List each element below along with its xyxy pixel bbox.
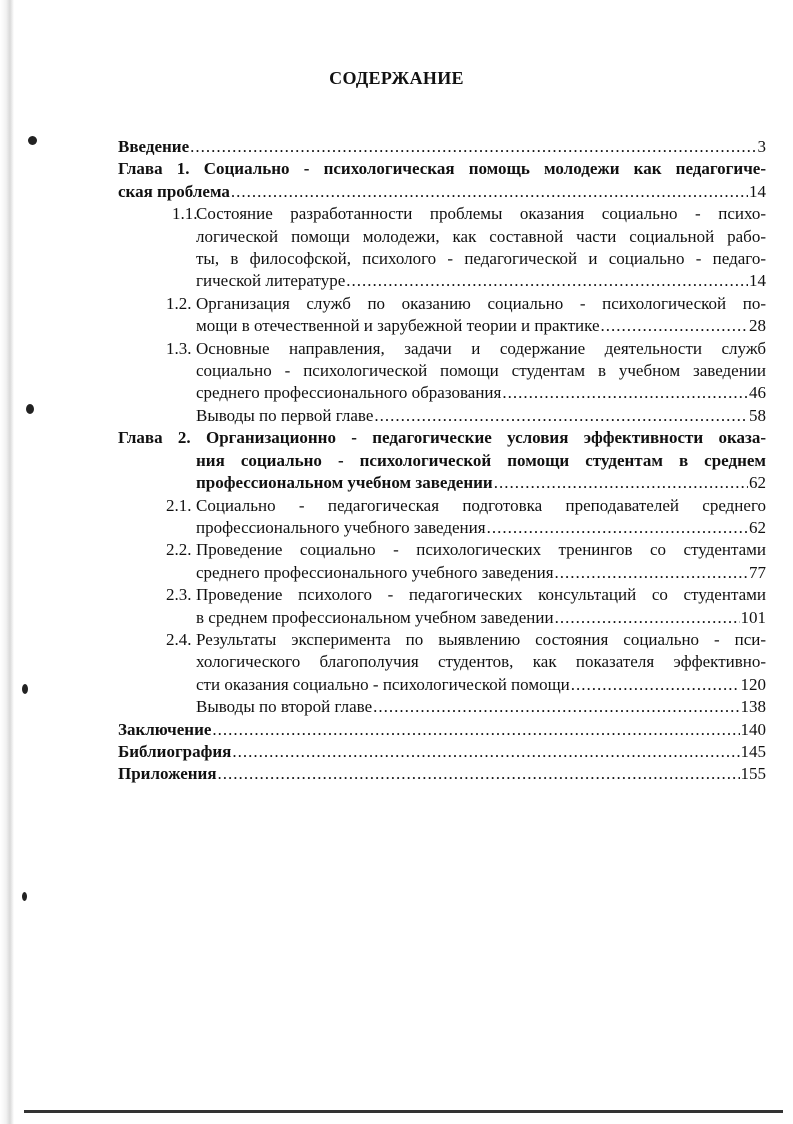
leader-dots xyxy=(502,382,748,404)
leader-dots xyxy=(231,181,748,203)
section-number: 1.3. xyxy=(166,338,192,358)
toc-entry-intro[interactable] xyxy=(118,136,766,158)
page-bottom-rule xyxy=(24,1110,783,1113)
toc-entry-title-line: Проведение психолого - педагогических консультаций со студентами xyxy=(196,585,766,605)
toc-entry-appendices[interactable] xyxy=(118,763,766,785)
page-number: 58 xyxy=(749,405,766,425)
leader-dots xyxy=(232,741,739,763)
page-title: СОДЕРЖАНИЕ xyxy=(329,68,464,88)
page-number: 3 xyxy=(757,137,766,156)
page-number: 28 xyxy=(749,316,766,336)
page-number: 140 xyxy=(740,719,766,739)
leader-dots xyxy=(571,674,740,696)
page-number: 14 xyxy=(749,271,766,291)
toc-entry-title: Библиография xyxy=(118,741,232,761)
section-number: 2.2. xyxy=(166,540,192,560)
leader-dots xyxy=(212,719,739,741)
toc-entry-section-1-2[interactable] xyxy=(118,293,766,338)
toc-entry-title-line: среднего профессионального учебного заведения xyxy=(196,562,554,582)
toc-entry-title-line: Глава 1. Социально - психологическая помощь молодежи как педагогиче- xyxy=(118,159,766,179)
toc-entry-section-2-4[interactable] xyxy=(118,629,766,696)
table-of-contents xyxy=(118,136,766,786)
toc-entry-section-1-1[interactable] xyxy=(118,203,766,293)
toc-entry-bibliography[interactable] xyxy=(118,741,766,763)
page-number: 101 xyxy=(740,607,766,627)
toc-entry-chapter-1[interactable] xyxy=(118,158,766,203)
section-number: 1.1. xyxy=(172,204,198,224)
page-number: 155 xyxy=(740,764,766,784)
toc-entry-title-line: Основные направления, задачи и содержание деятельности служб xyxy=(196,338,766,358)
leader-dots xyxy=(218,763,740,785)
toc-entry-title-line: Глава 2. Организационно - педагогические условия эффективности оказа- xyxy=(118,428,766,448)
toc-entry-conclusion[interactable] xyxy=(118,719,766,741)
section-number: 2.3. xyxy=(166,585,192,605)
page-number: 14 xyxy=(749,181,766,201)
scan-artifact xyxy=(22,892,27,901)
toc-entry-title: Приложения xyxy=(118,764,217,784)
toc-entry-title: Выводы по второй главе xyxy=(196,697,373,717)
section-number: 1.2. xyxy=(166,293,192,313)
toc-entry-title-line: Результаты эксперимента по выявлению состояния социально - пси- xyxy=(196,629,766,649)
toc-entry-title-line: сти оказания социально - психологической помощи xyxy=(196,674,570,694)
scan-artifact xyxy=(22,684,28,694)
toc-entry-title: Заключение xyxy=(118,719,212,739)
toc-entry-chapter-2-conclusions[interactable] xyxy=(118,696,766,718)
toc-entry-section-2-2[interactable] xyxy=(118,539,766,584)
toc-entry-title-line: среднего профессионального образования xyxy=(196,383,502,403)
section-number: 2.4. xyxy=(166,629,192,649)
toc-entry-title-line: профессиональном учебном заведении xyxy=(196,473,493,493)
toc-entry-title-line: ты, в философской, психолого - педагогической и социально - педаго- xyxy=(196,249,766,269)
toc-entry-title-line: логической помощи молодежи, как составной части социальной рабо- xyxy=(196,226,766,246)
leader-dots xyxy=(373,696,739,718)
page-number: 77 xyxy=(749,562,766,582)
toc-entry-title-line: Проведение социально - психологических тренингов со студентами xyxy=(196,540,766,560)
leader-dots xyxy=(555,607,740,629)
page-number: 62 xyxy=(749,517,766,537)
page-number: 145 xyxy=(740,741,766,761)
toc-entry-title-line: Организация служб по оказанию социально - психологической по- xyxy=(196,293,766,313)
leader-dots xyxy=(487,517,748,539)
scan-edge-shadow xyxy=(0,0,14,1124)
toc-entry-title-line: профессионального учебного заведения xyxy=(196,517,486,537)
toc-entry-title-line: хологического благополучия студентов, как показателя эффективно- xyxy=(196,652,766,672)
toc-entry-title-line: гической литературе xyxy=(196,271,346,291)
section-number: 2.1. xyxy=(166,495,192,515)
toc-entry-title-line: социально - психологической помощи студентам в учебном заведении xyxy=(196,361,766,381)
page-number: 62 xyxy=(749,473,766,493)
page-number: 46 xyxy=(749,383,766,403)
toc-entry-title-line: Социально - педагогическая подготовка преподавателей среднего xyxy=(196,495,766,515)
toc-entry-title-line: мощи в отечественной и зарубежной теории и практике xyxy=(196,316,600,336)
toc-entry-title-line: в среднем профессиональном учебном заведении xyxy=(196,607,554,627)
leader-dots xyxy=(346,270,748,292)
toc-entry-title: Введение xyxy=(118,137,190,156)
toc-entry-section-2-3[interactable] xyxy=(118,584,766,629)
leader-dots xyxy=(555,562,748,584)
toc-entry-title: Выводы по первой главе xyxy=(196,405,374,425)
toc-entry-section-1-3[interactable] xyxy=(118,338,766,405)
toc-entry-title-line: ния социально - психологической помощи студентам в среднем xyxy=(196,450,766,470)
toc-entry-title-line: Состояние разработанности проблемы оказания социально - психо- xyxy=(196,204,766,224)
toc-entry-section-2-1[interactable] xyxy=(118,495,766,540)
page-number: 120 xyxy=(740,674,766,694)
leader-dots xyxy=(600,315,748,337)
page-number: 138 xyxy=(740,697,766,717)
toc-entry-chapter-1-conclusions[interactable] xyxy=(118,405,766,427)
scan-artifact xyxy=(28,136,37,145)
leader-dots xyxy=(190,136,756,158)
scan-artifact xyxy=(26,404,34,414)
toc-entry-title-line: ская проблема xyxy=(118,181,230,201)
leader-dots xyxy=(494,472,748,494)
leader-dots xyxy=(374,405,748,427)
toc-entry-chapter-2[interactable] xyxy=(118,427,766,494)
